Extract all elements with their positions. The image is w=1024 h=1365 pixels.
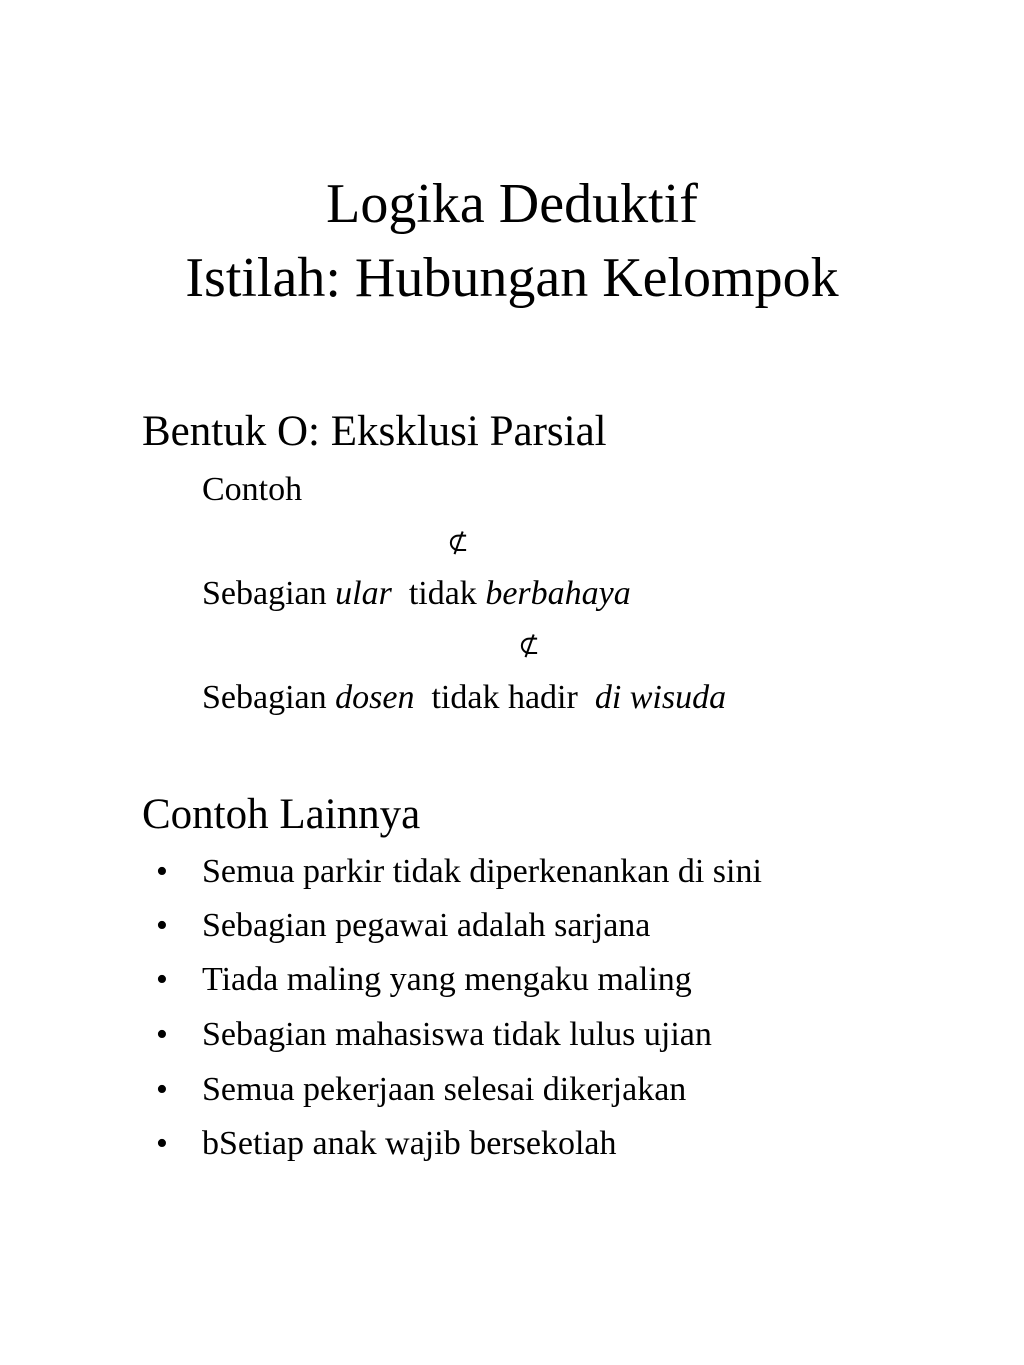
- example-1-prefix: Sebagian: [202, 575, 327, 612]
- list-item: [0, 963, 900, 1003]
- example-2-subject: dosen: [335, 679, 415, 716]
- example-sentence-2: [202, 681, 726, 715]
- list-item: [0, 1018, 900, 1058]
- example-1-predicate: berbahaya: [485, 575, 631, 612]
- bullet-icon: •: [156, 1016, 168, 1053]
- list-item-text: Semua parkir tidak diperkenankan di sini: [202, 853, 762, 890]
- list-item: [0, 909, 900, 949]
- example-2-predicate: di wisuda: [594, 679, 727, 716]
- bullet-icon: •: [156, 853, 168, 890]
- example-1-middle: tidak: [408, 575, 477, 612]
- bullet-icon: •: [156, 1125, 168, 1162]
- example-2-prefix: Sebagian: [202, 679, 327, 716]
- list-item-text: Tiada maling yang mengaku maling: [202, 961, 692, 998]
- bullet-icon: •: [156, 1071, 168, 1108]
- list-item-text: Sebagian mahasiswa tidak lulus ujian: [202, 1016, 712, 1053]
- section-heading-bentuk-o: Bentuk O: Eksklusi Parsial: [142, 408, 607, 455]
- slide-title-line-1: Logika Deduktif: [326, 173, 698, 235]
- list-item: [0, 1127, 900, 1167]
- list-item-text: Semua pekerjaan selesai dikerjakan: [202, 1071, 687, 1108]
- list-item: [0, 855, 900, 895]
- list-item: [0, 1073, 900, 1113]
- list-item-text: Sebagian pegawai adalah sarjana: [202, 907, 651, 944]
- bullet-icon: •: [156, 961, 168, 998]
- example-2-middle: tidak hadir: [431, 679, 578, 716]
- example-1-subject: ular: [335, 575, 392, 612]
- subheading-contoh: Contoh: [202, 471, 303, 508]
- not-subset-symbol-2: ⊄: [518, 631, 540, 661]
- slide-title-line-2: Istilah: Hubungan Kelompok: [185, 247, 839, 309]
- list-item-text: bSetiap anak wajib bersekolah: [202, 1125, 617, 1162]
- not-subset-symbol-1: ⊄: [447, 528, 469, 558]
- bullet-icon: •: [156, 907, 168, 944]
- example-sentence-1: [202, 577, 631, 611]
- section-heading-contoh-lainnya: Contoh Lainnya: [142, 791, 421, 838]
